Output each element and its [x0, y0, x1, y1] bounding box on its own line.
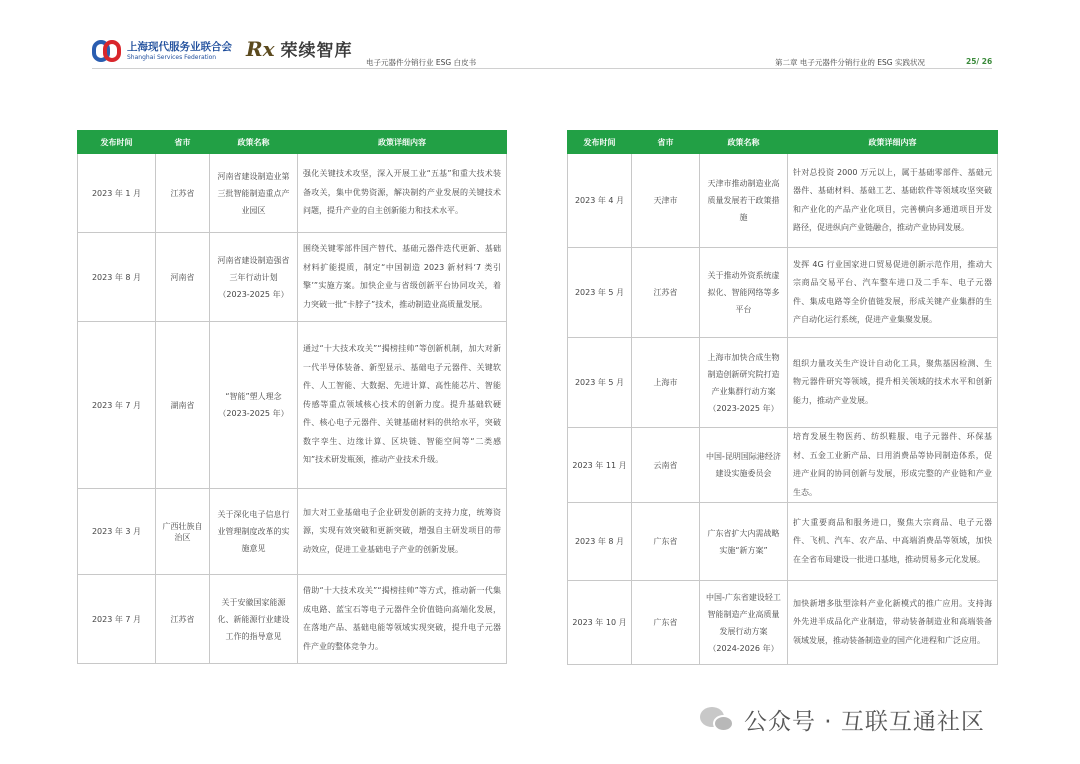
watermark-text: 公众号 · 互联互通社区 — [744, 709, 985, 735]
column-header-name: 政策名称 — [700, 131, 788, 154]
table-row — [568, 338, 998, 428]
table-row — [568, 248, 998, 338]
policy-detail: 发挥 4G 行业国家进口贸易促进创新示范作用，推动大宗商品交易平台、汽车整车进口及二手车、电子元器件、集成电路等全价值链发展，形成关键产业集群的生产自动化运行系统，促进产业集聚发展。 — [788, 248, 998, 338]
policy-region: 江苏省 — [156, 575, 210, 664]
policy-region: 上海市 — [632, 338, 700, 428]
header-divider — [92, 68, 992, 69]
wechat-icon — [700, 705, 736, 735]
policy-date: 2023 年 8 月 — [568, 503, 632, 581]
table-row — [78, 489, 507, 575]
policy-region: 云南省 — [632, 428, 700, 503]
ssf-logo-en: Shanghai Services Federation — [127, 53, 217, 61]
policy-detail: 借助“十大技术攻关”“揭榜挂帅”等方式，推动新一代集成电路、蓝宝石等电子元器件全价值链向高端化发展，在落地产品、基础电能等领域实现突破，提升电子元器件产业的整体竞争力。 — [298, 575, 507, 664]
chapter-title: 第二章 电子元器件分销行业的 ESG 实践状况 — [775, 58, 925, 67]
policy-name: 关于安徽国家能源化、新能源行业建设工作的指导意见 — [210, 575, 298, 664]
policy-region: 广东省 — [632, 503, 700, 581]
policy-region: 广西壮族自治区 — [156, 489, 210, 575]
document-title: 电子元器件分销行业 ESG 白皮书 — [366, 58, 477, 67]
policy-name: 关于推动外资系统虚拟化、智能网络等多平台 — [700, 248, 788, 338]
policy-date: 2023 年 4 月 — [568, 154, 632, 248]
policy-region: 江苏省 — [156, 154, 210, 233]
policy-name: 中国-昆明国际港经济建设实施委员会 — [700, 428, 788, 503]
policy-name: 天津市推动制造业高质量发展若干政策措施 — [700, 154, 788, 248]
table-header-row — [78, 131, 507, 154]
policy-name: 关于深化电子信息行业管理制度改革的实施意见 — [210, 489, 298, 575]
policy-region: 广东省 — [632, 581, 700, 665]
policy-date: 2023 年 5 月 — [568, 248, 632, 338]
policy-name: 上海市加快合成生物制造创新研究院打造产业集群行动方案（2023-2025 年） — [700, 338, 788, 428]
ssf-logo-icon — [92, 38, 122, 64]
policy-detail: 围绕关键零部件国产替代、基础元器件迭代更新、基础材料扩能提质，制定“中国制造 2023 新材料‘7 类引擎’”实施方案。加快企业与省级创新平台协同攻关，着力突破一批“卡脖子”技术，推动制造业高质量发展。 — [298, 233, 507, 322]
policy-detail: 组织力量攻关生产设计自动化工具，聚焦基因检测、生物元器件研究等领域，提升相关领域的技术水平和创新能力，推动产业发展。 — [788, 338, 998, 428]
policy-date: 2023 年 3 月 — [78, 489, 156, 575]
policy-date: 2023 年 7 月 — [78, 575, 156, 664]
page-header — [0, 0, 1080, 80]
table-row — [568, 581, 998, 665]
table-row — [78, 322, 507, 489]
ssf-logo-cn: 上海现代服务业联合会 — [127, 40, 232, 53]
policy-detail: 针对总投资 2000 万元以上，属于基础零部件、基础元器件、基础材料、基础工艺、基础软件等领域攻坚突破和产业化的产品产业化项目，完善横向多通道项目开发路径，促进纵向产业链融合，推动产业协同发展。 — [788, 154, 998, 248]
table-row — [78, 575, 507, 664]
policy-detail: 扩大重要商品和服务进口，聚焦大宗商品、电子元器件、飞机、汽车、农产品、中高端消费品等领域，加快在全省布局建设一批进口基地，推动贸易多元化发展。 — [788, 503, 998, 581]
policy-table-right — [567, 130, 998, 665]
policy-date: 2023 年 10 月 — [568, 581, 632, 665]
column-header-date: 发布时间 — [568, 131, 632, 154]
policy-date: 2023 年 7 月 — [78, 322, 156, 489]
policy-region: 湖南省 — [156, 322, 210, 489]
table-row — [568, 154, 998, 248]
table-row — [78, 233, 507, 322]
policy-detail: 通过“十大技术攻关”“揭榜挂帅”等创新机制，加大对新一代半导体装备、新型显示、基础电子元器件、关键软件、人工智能、大数据、先进计算、高性能芯片、智能传感等重点领域核心技术的创新力度。提升基础软硬件、核心电子元器件、关键基础材料的供给水平，突破数字孪生、边缘计算、区块链、智能空间等“二类感知”技术研发瓶颈，推动产业技术升级。 — [298, 322, 507, 489]
policy-table-left — [77, 130, 507, 664]
policy-date: 2023 年 8 月 — [78, 233, 156, 322]
policy-name: 中国-广东省建设轻工智能制造产业高质量发展行动方案（2024-2026 年） — [700, 581, 788, 665]
policy-detail: 培育发展生物医药、纺织鞋服、电子元器件、环保基材、五金工业新产品、日用消费品等协同制造体系，促进产业间的协同创新与发展，形成完整的产业链和产业生态。 — [788, 428, 998, 503]
policy-name: 广东省扩大内需战略实施“新方案” — [700, 503, 788, 581]
column-header-name: 政策名称 — [210, 131, 298, 154]
column-header-date: 发布时间 — [78, 131, 156, 154]
page-number: 25/ 26 — [966, 57, 993, 66]
column-header-detail: 政策详细内容 — [788, 131, 998, 154]
table-row — [78, 154, 507, 233]
policy-detail: 加快新增多肽型涂料产业化新模式的推广应用。支持海外先进半成品化产业制造，带动装备制造业和高端装备领域发展，推动装备制造业的国产化进程和广泛应用。 — [788, 581, 998, 665]
policy-detail: 加大对工业基础电子企业研发创新的支持力度，统筹资源，实现有效突破和更新突破，增强自主研发项目的带动效应，促进工业基础电子产业的创新发展。 — [298, 489, 507, 575]
rx-logo — [246, 36, 353, 61]
rx-logo-text: 荣续智库 — [280, 41, 353, 61]
policy-detail: 强化关键技术攻坚，深入开展工业“五基”和重大技术装备攻关，集中优势资源，解决制约产业发展的关键技术问题，提升产业的自主创新能力和技术水平。 — [298, 154, 507, 233]
table-row — [568, 503, 998, 581]
wechat-watermark — [700, 703, 985, 736]
policy-date: 2023 年 5 月 — [568, 338, 632, 428]
policy-name: “智能”塑人理念（2023-2025 年） — [210, 322, 298, 489]
policy-name: 河南省建设制造业第三批智能制造重点产业园区 — [210, 154, 298, 233]
table-row — [568, 428, 998, 503]
rx-logo-icon: Rx — [246, 36, 275, 61]
policy-region: 江苏省 — [632, 248, 700, 338]
policy-date: 2023 年 1 月 — [78, 154, 156, 233]
column-header-region: 省市 — [632, 131, 700, 154]
table-header-row — [568, 131, 998, 154]
column-header-detail: 政策详细内容 — [298, 131, 507, 154]
policy-region: 天津市 — [632, 154, 700, 248]
column-header-region: 省市 — [156, 131, 210, 154]
policy-date: 2023 年 11 月 — [568, 428, 632, 503]
policy-name: 河南省建设制造强省三年行动计划（2023-2025 年） — [210, 233, 298, 322]
policy-region: 河南省 — [156, 233, 210, 322]
ssf-logo — [92, 38, 232, 64]
